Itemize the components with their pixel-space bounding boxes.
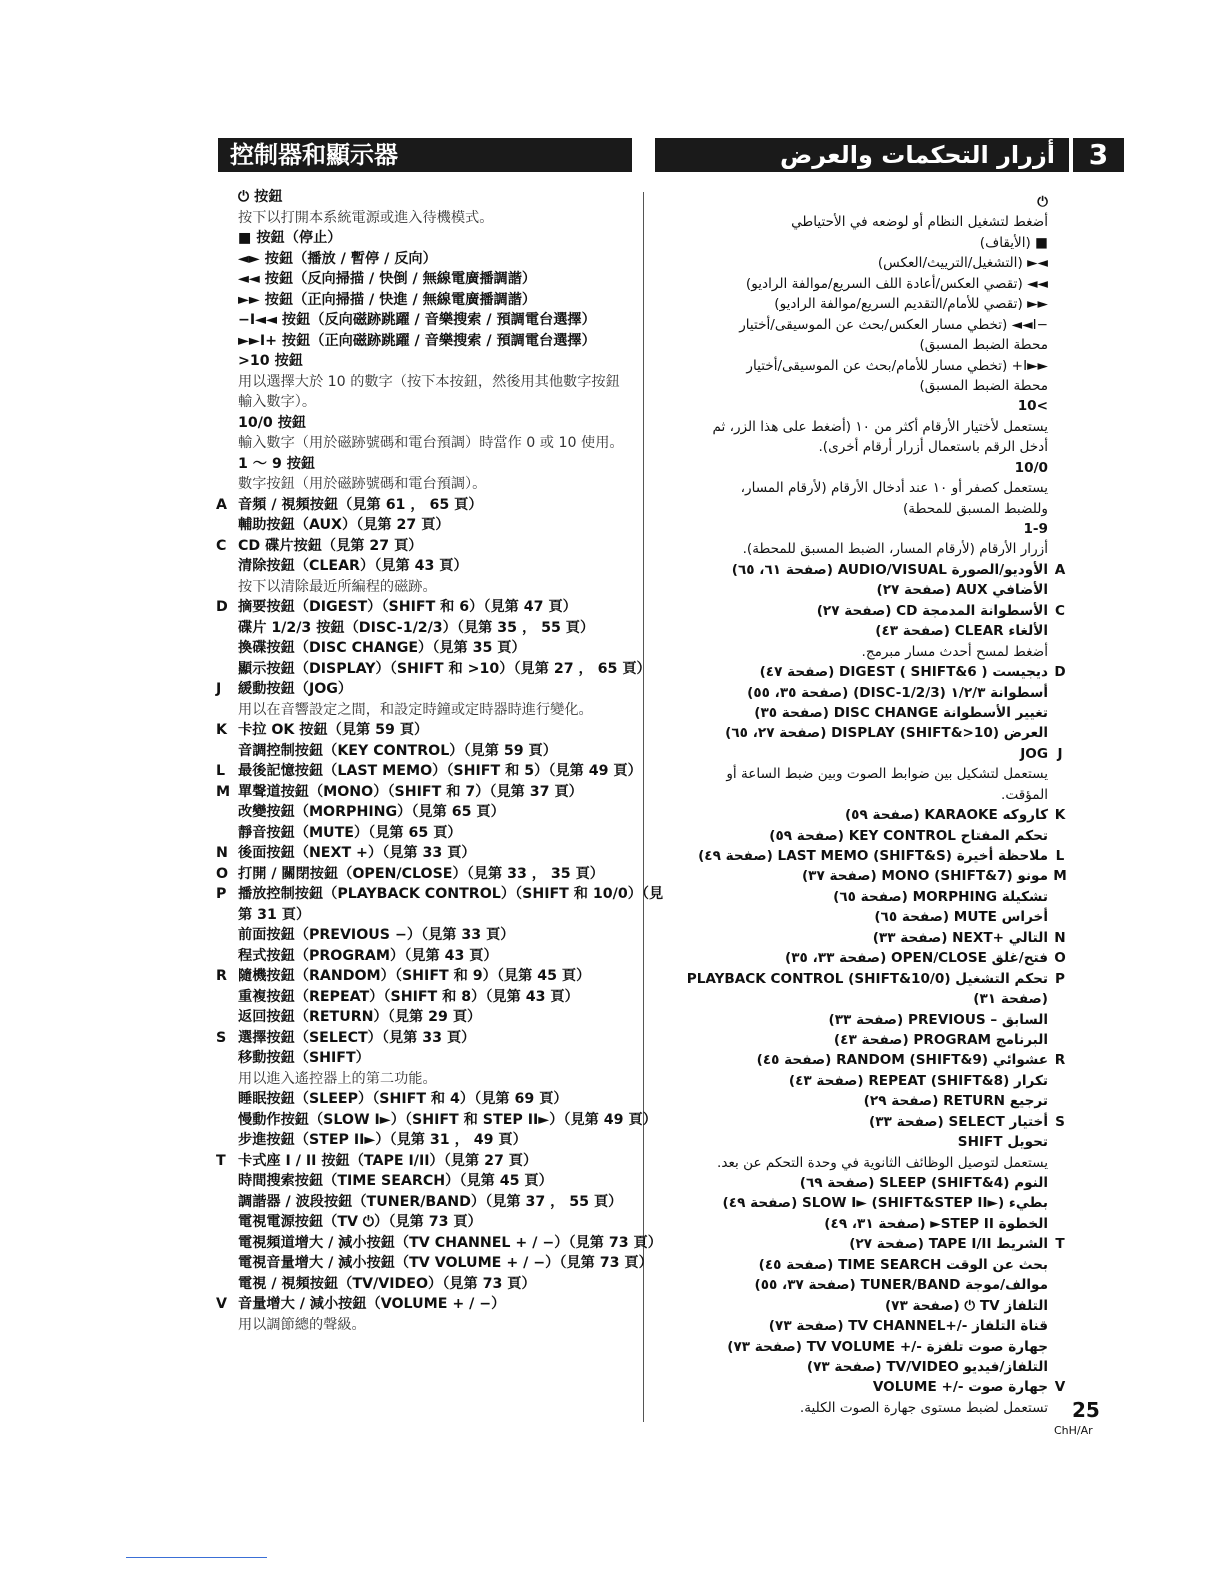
zh-item-letter: N <box>216 845 228 861</box>
ar-item-letter: L <box>1055 848 1065 864</box>
zh-list-item <box>216 290 636 311</box>
zh-list-item <box>216 1212 636 1233</box>
ar-list-item <box>650 744 1070 764</box>
zh-list-item <box>216 187 636 208</box>
zh-list-item <box>216 905 636 926</box>
zh-item-text: 音頻 / 視頻按鈕（見第 61 ， 65 頁） <box>238 496 483 513</box>
zh-item-letter: O <box>216 865 229 882</box>
zh-item-text: 輔助按鈕（AUX）（見第 27 頁） <box>238 517 450 533</box>
zh-item-text: ►►I+ 按鈕（正向磁跡跳躍 / 音樂搜索 / 預調電台選擇） <box>238 332 596 349</box>
zh-item-text: 10/0 按鈕 <box>238 414 307 431</box>
zh-item-text: 用以調節總的聲級。 <box>238 1316 366 1333</box>
zh-item-text: >10 按鈕 <box>238 353 303 369</box>
ar-list-item <box>650 621 1070 641</box>
ar-item-text: الأوديو/الصورة AUDIO/VISUAL (صفحة ٦١، ٦٥) <box>731 561 1048 578</box>
zh-item-text: 顯示按鈕（DISPLAY）（SHIFT 和 >10）（見第 27 ， 65 頁） <box>238 660 651 677</box>
ar-list-item <box>650 887 1070 907</box>
zh-list-item <box>216 925 636 946</box>
ar-item-text: السابق – PREVIOUS (صفحة ٣٣) <box>828 1011 1048 1028</box>
zh-list-item <box>216 310 636 331</box>
ar-list-item <box>650 662 1070 682</box>
zh-item-letter: S <box>216 1029 227 1046</box>
ar-item-letter: S <box>1055 1113 1065 1130</box>
ar-list-item <box>650 437 1070 457</box>
ar-list-item <box>650 1050 1070 1070</box>
zh-list-item <box>216 823 636 844</box>
ar-item-text: تغيير الأسطوانة DISC CHANGE (صفحة ٣٥) <box>754 704 1048 721</box>
ar-item-text: أختيار SELECT (صفحة ٣٣) <box>869 1113 1048 1130</box>
ar-list-item <box>650 948 1070 968</box>
zh-item-text: 隨機按鈕（RANDOM）（SHIFT 和 9）（見第 45 頁） <box>238 968 591 984</box>
ar-list-item <box>650 1132 1070 1152</box>
zh-item-letter: A <box>216 496 227 513</box>
ar-list-item <box>650 969 1070 989</box>
ar-list-item <box>650 1296 1070 1316</box>
ar-item-text: ترجيع RETURN (صفحة ٢٩) <box>863 1093 1048 1110</box>
ar-item-text: جهارة صوت -/+ VOLUME <box>872 1379 1048 1396</box>
zh-list-item <box>216 782 636 803</box>
zh-item-text: ◄► 按鈕（播放 / 暫停 / 反向） <box>238 250 437 267</box>
zh-item-text: 選擇按鈕（SELECT）（見第 33 頁） <box>238 1029 476 1046</box>
ar-item-text: ملاحظة أخيرة LAST MEMO (SHIFT&S) (صفحة ٤٩) <box>698 848 1048 864</box>
ar-list-item <box>650 1234 1070 1254</box>
zh-list-item <box>216 577 636 598</box>
zh-item-text: 慢動作按鈕（SLOW I►）（SHIFT 和 STEP II►）（見第 49 頁） <box>238 1111 657 1128</box>
zh-item-text: 電視電源按鈕（TV ⏻）（見第 73 頁） <box>238 1214 482 1230</box>
ar-list-item <box>650 846 1070 866</box>
zh-item-text: ⏻ 按鈕 <box>238 189 283 205</box>
zh-list-item <box>216 1192 636 1213</box>
zh-item-text: CD 碟片按鈕（見第 27 頁） <box>238 537 423 554</box>
zh-list-item <box>216 1048 636 1069</box>
ar-item-text: تكرار REPEAT (SHIFT&8) (صفحة ٤٣) <box>788 1072 1048 1089</box>
ar-list-item <box>650 928 1070 948</box>
ar-item-letter: C <box>1055 602 1065 619</box>
ar-list-item <box>650 335 1070 355</box>
ar-item-letter: V <box>1054 1379 1066 1396</box>
zh-list-item <box>216 802 636 823</box>
zh-item-text: 清除按鈕（CLEAR）（見第 43 頁） <box>238 558 468 574</box>
zh-list-item <box>216 454 636 475</box>
language-code: ChH/Ar <box>1054 1424 1093 1437</box>
zh-list-item <box>216 433 636 454</box>
ar-item-text: موالف/موجة TUNER/BAND (صفحة ٣٧، ٥٥) <box>754 1277 1048 1294</box>
zh-list-item <box>216 372 636 393</box>
ar-item-text: يستعمل لأختيار الأرقام أكثر من ١٠ (أضغط على هذا الزر، ثم <box>712 418 1048 435</box>
ar-list-item <box>650 212 1070 232</box>
zh-list-item <box>216 1089 636 1110</box>
zh-item-text: 返回按鈕（RETURN）（見第 29 頁） <box>238 1009 482 1025</box>
ar-list-item <box>650 723 1070 743</box>
zh-item-text: 按下以打開本系統電源或進入待機模式。 <box>238 209 494 226</box>
ar-item-text: أخراس MUTE (صفحة ٦٥) <box>874 909 1048 926</box>
left-column-chinese <box>216 187 664 1335</box>
ar-item-text: العرض DISPLAY (SHIFT&>10) (صفحة ٢٧، ٦٥) <box>725 725 1048 742</box>
ar-item-text: التلفاز/فيديو TV/VIDEO (صفحة ٧٣) <box>806 1358 1048 1375</box>
ar-list-item <box>650 315 1070 335</box>
ar-list-item <box>650 356 1070 376</box>
zh-list-item <box>216 1233 662 1254</box>
ar-list-item <box>650 703 1070 723</box>
ar-list-item <box>650 233 1070 253</box>
zh-list-item <box>216 331 636 352</box>
ar-item-text: أضغط لمسح أحدث مسار مبرمج. <box>861 643 1048 660</box>
ar-item-text: الألغاء CLEAR (صفحة ٤٣) <box>875 623 1048 640</box>
ar-list-item <box>650 1071 1070 1091</box>
ar-item-letter: T <box>1055 1236 1065 1253</box>
zh-item-letter: P <box>216 886 227 902</box>
ar-list-item <box>650 642 1070 662</box>
ar-list-item <box>650 1214 1070 1234</box>
ar-item-text: ■ (الأيقاف) <box>979 234 1048 251</box>
zh-item-text: 電視 / 視頻按鈕（TV/VIDEO）（見第 73 頁） <box>238 1275 536 1292</box>
zh-list-item <box>216 966 636 987</box>
zh-list-item <box>216 618 636 639</box>
zh-list-item <box>216 1110 657 1131</box>
ar-item-text: الأسطوانة المدمجة CD (صفحة ٢٧) <box>816 602 1048 619</box>
zh-list-item <box>216 597 636 618</box>
zh-item-text: 重複按鈕（REPEAT）（SHIFT 和 8）（見第 43 頁） <box>238 988 579 1005</box>
ar-item-text: يستعمل لتشكيل بين ضوابط الصوت وبين ضبط الساعة أو <box>726 766 1048 783</box>
ar-list-item <box>650 866 1070 886</box>
ar-list-item <box>650 253 1070 273</box>
zh-item-text: 單聲道按鈕（MONO）（SHIFT 和 7）（見第 37 頁） <box>238 783 583 800</box>
ar-item-text: ⏻ <box>1037 194 1048 210</box>
zh-list-item <box>216 269 636 290</box>
zh-item-text: 改變按鈕（MORPHING）（見第 65 頁） <box>238 804 505 820</box>
zh-item-text: 電視頻道增大 / 減小按鈕（TV CHANNEL + / −）（見第 73 頁） <box>238 1234 662 1251</box>
ar-list-item <box>650 764 1070 784</box>
zh-list-item <box>216 1171 636 1192</box>
zh-item-letter: J <box>216 681 222 697</box>
ar-item-text: عشوائي RANDOM (SHIFT&9) (صفحة ٤٥) <box>756 1052 1048 1069</box>
zh-item-text: 前面按鈕（PREVIOUS −）（見第 33 頁） <box>238 927 515 943</box>
ar-item-text: ►► (تقصي للأمام/التقديم السريع/موالفة الراديو) <box>774 296 1048 313</box>
zh-item-text: 1 ～ 9 按鈕 <box>238 455 316 472</box>
ar-item-text: ديجيست DIGEST ( SHIFT&6 ) (صفحة ٤٧) <box>759 664 1048 681</box>
zh-item-text: ◄◄ 按鈕（反向掃描 / 快倒 / 無線電廣播調諧） <box>238 271 537 287</box>
zh-list-item <box>216 761 642 782</box>
ar-item-text: أضغط لتشغيل النظام أو لوضعه في الأحتياطي <box>791 214 1048 231</box>
zh-item-text: 數字按鈕（用於磁跡號碼和電台預調）。 <box>238 476 487 492</box>
zh-list-item <box>216 1253 653 1274</box>
ar-list-item <box>650 1357 1070 1377</box>
zh-list-item <box>216 208 636 229</box>
zh-list-item <box>216 987 636 1008</box>
zh-item-letter: T <box>216 1152 226 1169</box>
ar-item-text: وللضبط المسبق للمحطة) <box>902 500 1048 517</box>
zh-item-text: 用以進入遙控器上的第二功能。 <box>238 1070 437 1087</box>
footer-line <box>126 1557 267 1558</box>
ar-item-letter: D <box>1054 664 1066 681</box>
zh-item-text: 碟片 1/2/3 按鈕（DISC-1/2/3）（見第 35 ， 55 頁） <box>238 619 595 636</box>
ar-list-item <box>650 499 1070 519</box>
ar-item-text: التالي +NEXT (صفحة ٣٣) <box>872 929 1048 946</box>
header-right-title: أزرار التحكمات والعرض <box>655 138 1069 172</box>
ar-item-text: قناة التلفاز -/+TV CHANNEL (صفحة ٧٣) <box>768 1318 1048 1335</box>
zh-item-text: 用以選擇大於 10 的數字（按下本按鈕，然後用其他數字按鈕 <box>238 373 620 390</box>
zh-list-item <box>216 1315 636 1336</box>
ar-list-item <box>650 1112 1070 1132</box>
ar-list-item <box>650 1398 1070 1418</box>
zh-item-letter: C <box>216 537 227 554</box>
zh-list-item <box>216 536 636 557</box>
ar-list-item <box>650 1337 1070 1357</box>
ar-list-item <box>650 1091 1070 1111</box>
ar-list-item <box>650 560 1070 580</box>
ar-item-text: النوم SLEEP (SHIFT&4) (صفحة ٦٩) <box>799 1175 1048 1191</box>
ar-list-item <box>650 785 1070 805</box>
ar-item-text: تستعمل لضبط مستوى جهارة الصوت الكلية. <box>799 1399 1048 1416</box>
ar-list-item <box>650 478 1070 498</box>
ar-item-text: يستعمل لتوصيل الوظائف الثانوية في وحدة التحكم عن بعد. <box>717 1154 1048 1171</box>
zh-item-text: 睡眠按鈕（SLEEP）（SHIFT 和 4）（見第 69 頁） <box>238 1091 568 1107</box>
zh-item-letter: K <box>216 722 227 738</box>
ar-item-letter: R <box>1054 1052 1066 1069</box>
ar-list-item <box>650 274 1070 294</box>
zh-list-item <box>216 659 651 680</box>
zh-list-item <box>216 864 636 885</box>
ar-list-item <box>650 907 1070 927</box>
zh-list-item <box>216 392 636 413</box>
zh-item-text: 摘要按鈕（DIGEST）（SHIFT 和 6）（見第 47 頁） <box>238 599 577 615</box>
zh-item-text: 後面按鈕（NEXT +）（見第 33 頁） <box>238 845 476 861</box>
ar-item-text: ►►I+ (تخطي مسار للأمام/بحث عن الموسيقى/أختيار <box>746 357 1048 374</box>
zh-list-item <box>216 1274 636 1295</box>
zh-list-item <box>216 946 636 967</box>
zh-item-letter: M <box>216 783 231 800</box>
page-number: 25 <box>1072 1398 1100 1422</box>
ar-list-item <box>650 1153 1070 1173</box>
zh-list-item <box>216 720 636 741</box>
zh-item-text: 播放控制按鈕（PLAYBACK CONTROL）（SHIFT 和 10/0）（見 <box>238 886 664 902</box>
ar-item-text: 10/0 <box>1014 459 1048 476</box>
ar-item-text: بطيء SLOW I► (SHIFT&STEP II►) (صفحة ٤٩) <box>722 1195 1048 1212</box>
zh-list-item <box>216 249 636 270</box>
zh-item-text: 按下以清除最近所編程的磁跡。 <box>238 578 437 595</box>
ar-list-item <box>650 458 1070 478</box>
zh-item-text: 音量增大 / 減小按鈕（VOLUME + / −） <box>238 1296 506 1312</box>
ar-item-text: تحكم التشغيل PLAYBACK CONTROL (SHIFT&10/0) <box>686 970 1048 987</box>
zh-list-item <box>216 700 636 721</box>
ar-item-text: ◄► (التشغيل/الترييث/العكس) <box>877 255 1048 272</box>
ar-item-text: يستعمل كصفر أو ١٠ عند أدخال الأرقام (لأرقام المسار، <box>740 480 1048 497</box>
zh-item-text: 時間搜索按鈕（TIME SEARCH）（見第 45 頁） <box>238 1173 553 1189</box>
zh-item-text: 打開 / 關閉按鈕（OPEN/CLOSE）（見第 33 ， 35 頁） <box>238 865 604 882</box>
ar-item-text: (صفحة ٣١) <box>973 991 1048 1008</box>
ar-item-letter: N <box>1054 929 1066 946</box>
ar-item-text: المؤقت. <box>1001 786 1048 803</box>
ar-item-text: أدخل الرقم باستعمال أزرار أرقام أخرى). <box>818 439 1048 456</box>
ar-item-text: فتح/غلق OPEN/CLOSE (صفحة ٣٣، ٣٥) <box>785 950 1048 967</box>
zh-list-item <box>216 843 636 864</box>
ar-item-letter: M <box>1053 868 1067 885</box>
zh-list-item <box>216 1028 636 1049</box>
zh-item-letter: V <box>216 1296 227 1312</box>
ar-item-text: −I◄◄ (تخطي مسار العكس/بحث عن الموسيقى/أختيار <box>739 316 1048 333</box>
zh-item-text: 電視音量增大 / 減小按鈕（TV VOLUME + / −）（見第 73 頁） <box>238 1255 653 1271</box>
ar-list-item <box>650 1316 1070 1336</box>
ar-item-text: ◄◄ (تقصي العكس/أعادة اللف السريع/موالفة الراديو) <box>745 275 1048 292</box>
zh-item-text: 調諧器 / 波段按鈕（TUNER/BAND）（見第 37 ， 55 頁） <box>238 1193 623 1210</box>
zh-list-item <box>216 1151 636 1172</box>
zh-list-item <box>216 679 636 700</box>
ar-list-item <box>650 601 1070 621</box>
ar-item-text: بحث عن الوقت TIME SEARCH (صفحة ٤٥) <box>758 1256 1048 1273</box>
ar-list-item <box>650 1193 1070 1213</box>
ar-item-text: 1-9 <box>1023 521 1048 537</box>
zh-list-item <box>216 228 636 249</box>
ar-list-item <box>650 1010 1070 1030</box>
header-left-title: 控制器和顯示器 <box>218 138 632 172</box>
zh-item-text: ►► 按鈕（正向掃描 / 快進 / 無線電廣播調諧） <box>238 291 537 308</box>
ar-item-text: جهارة صوت تلفزة -/+ TV VOLUME (صفحة ٧٣) <box>727 1338 1048 1355</box>
section-number: 3 <box>1073 138 1124 172</box>
zh-item-text: 第 31 頁） <box>238 906 311 923</box>
ar-item-text: >10 <box>1017 398 1048 415</box>
ar-item-text: الأضافي AUX (صفحة ٢٧) <box>876 582 1048 599</box>
zh-item-text: 移動按鈕（SHIFT） <box>238 1050 370 1066</box>
zh-item-text: 步進按鈕（STEP II►）（見第 31 ， 49 頁） <box>238 1132 527 1148</box>
zh-list-item <box>216 351 636 372</box>
zh-item-text: 程式按鈕（PROGRAM）（見第 43 頁） <box>238 947 498 964</box>
zh-list-item <box>216 1294 636 1315</box>
zh-list-item <box>216 1007 636 1028</box>
ar-list-item <box>650 1275 1070 1295</box>
zh-list-item <box>216 474 636 495</box>
ar-list-item <box>650 294 1070 314</box>
ar-item-letter: K <box>1054 807 1066 824</box>
ar-item-text: الخطوة STEP II► (صفحة ٣١، ٤٩) <box>824 1215 1048 1232</box>
zh-item-text: 輸入數字（用於磁跡號碼和電台預調）時當作 0 或 10 使用。 <box>238 435 624 451</box>
ar-item-text: تحويل SHIFT <box>957 1134 1048 1151</box>
ar-list-item <box>650 192 1070 212</box>
zh-item-text: 換碟按鈕（DISC CHANGE）（見第 35 頁） <box>238 640 526 656</box>
ar-item-text: محطة الضبط المسبق) <box>919 337 1048 354</box>
zh-list-item <box>216 495 636 516</box>
ar-item-letter: O <box>1054 950 1066 967</box>
ar-list-item <box>650 989 1070 1009</box>
ar-item-letter: P <box>1055 970 1065 987</box>
ar-list-item <box>650 539 1070 559</box>
zh-item-letter: L <box>216 763 226 779</box>
ar-list-item <box>650 417 1070 437</box>
ar-item-text: الشريط TAPE I/II (صفحة ٢٧) <box>849 1236 1048 1253</box>
ar-item-text: التلفاز TV ⏻ (صفحة ٧٣) <box>884 1297 1048 1314</box>
zh-list-item <box>216 884 664 905</box>
ar-list-item <box>650 826 1070 846</box>
zh-item-letter: R <box>216 968 227 984</box>
zh-item-text: 最後記憶按鈕（LAST MEMO）（SHIFT 和 5）（見第 49 頁） <box>238 763 642 779</box>
zh-item-text: 輸入數字）。 <box>238 394 317 410</box>
ar-item-letter: J <box>1057 745 1063 762</box>
zh-item-text: 用以在音響設定之間，和設定時鐘或定時器時進行變化。 <box>238 701 593 718</box>
ar-item-text: أسطوانة ١/٢/٣ (DISC-1/2/3) (صفحة ٣٥، ٥٥) <box>747 684 1048 701</box>
zh-item-letter: D <box>216 599 228 615</box>
ar-item-letter: A <box>1054 561 1066 578</box>
ar-item-text: كاروكه KARAOKE (صفحة ٥٩) <box>844 807 1048 824</box>
ar-list-item <box>650 396 1070 416</box>
ar-list-item <box>650 683 1070 703</box>
ar-list-item <box>650 1377 1070 1397</box>
ar-item-text: تحكم المفتاح KEY CONTROL (صفحة ٥٩) <box>769 827 1048 844</box>
zh-item-text: 卡式座 I / II 按鈕（TAPE I/II）（見第 27 頁） <box>238 1152 538 1169</box>
zh-item-text: 靜音按鈕（MUTE）（見第 65 頁） <box>238 824 462 841</box>
ar-item-text: JOG <box>1020 745 1048 762</box>
zh-list-item <box>216 515 636 536</box>
right-column-arabic <box>650 192 1070 1418</box>
ar-list-item <box>650 1255 1070 1275</box>
ar-item-text: مونو MONO (SHIFT&7) (صفحة ٣٧) <box>801 868 1048 885</box>
zh-item-text: −I◄◄ 按鈕（反向磁跡跳躍 / 音樂搜索 / 預調電台選擇） <box>238 312 596 328</box>
ar-item-text: تشكيلة MORPHING (صفحة ٦٥) <box>833 888 1048 905</box>
zh-list-item <box>216 1069 636 1090</box>
ar-list-item <box>650 1030 1070 1050</box>
zh-item-text: 音調控制按鈕（KEY CONTROL）（見第 59 頁） <box>238 742 557 759</box>
zh-list-item <box>216 638 636 659</box>
ar-list-item <box>650 805 1070 825</box>
ar-item-text: أزرار الأرقام (لأرقام المسار، الضبط المسبق للمحطة). <box>742 541 1048 558</box>
zh-list-item <box>216 556 636 577</box>
ar-list-item <box>650 519 1070 539</box>
zh-list-item <box>216 1130 636 1151</box>
zh-item-text: 緩動按鈕（JOG） <box>238 681 353 697</box>
ar-item-text: محطة الضبط المسبق) <box>919 377 1048 394</box>
zh-list-item <box>216 741 636 762</box>
ar-list-item <box>650 580 1070 600</box>
zh-item-text: ■ 按鈕（停止） <box>238 230 342 246</box>
ar-list-item <box>650 376 1070 396</box>
zh-list-item <box>216 413 636 434</box>
ar-item-text: البرنامج PROGRAM (صفحة ٤٣) <box>833 1031 1048 1048</box>
zh-item-text: 卡拉 OK 按鈕（見第 59 頁） <box>238 722 429 738</box>
ar-list-item <box>650 1173 1070 1193</box>
